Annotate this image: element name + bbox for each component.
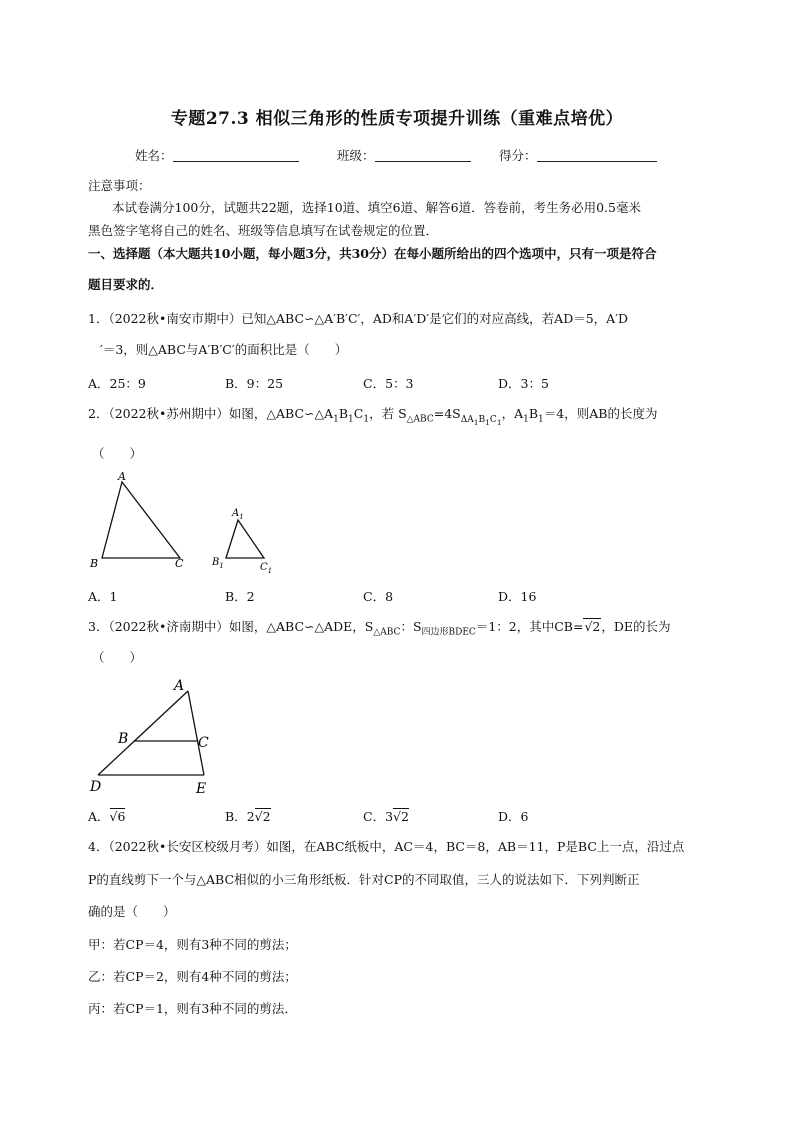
segment-ae bbox=[188, 691, 204, 775]
name-blank[interactable] bbox=[173, 149, 299, 162]
score-blank[interactable] bbox=[537, 149, 657, 162]
q4-statement-jia: 甲：若CP＝4，则有3种不同的剪法； bbox=[88, 937, 297, 952]
question-2-line1: 2．（2022秋•苏州期中）如图，$\triangle ABC∽\triangle A_1B_1C_1$，若 $S_{\triangle ABC}=4S_{\Delta A_1B_1C_1}$，$A_1B_1=4$，则AB的长度为 bbox=[88, 406, 658, 427]
question-4-line2: P的直线剪下一个与△ABC相似的小三角形纸板．针对CP的不同取值，三人的说法如下．下列判断正 bbox=[88, 872, 640, 887]
segment-ad bbox=[98, 691, 188, 775]
label-a: A bbox=[118, 470, 126, 483]
q2-option-b[interactable]: B．2 bbox=[225, 589, 255, 604]
section-heading: 一、选择题（本大题共10小题，每小题3分，共30分）在每小题所给出的四个选项中，只有一项是符合 bbox=[88, 246, 657, 261]
q1-option-b[interactable]: B．9：25 bbox=[225, 376, 284, 391]
q3-option-a[interactable]: A．√6 bbox=[88, 809, 126, 824]
class-blank[interactable] bbox=[375, 149, 471, 162]
label-a: A bbox=[174, 678, 185, 694]
score-field[interactable]: 得分： bbox=[499, 146, 657, 164]
q3-figure bbox=[84, 675, 224, 800]
question-3-line2: （ ） bbox=[92, 650, 143, 665]
question-4-line3: 确的是（ ） bbox=[88, 904, 176, 919]
triangle-a1b1c1 bbox=[226, 520, 264, 558]
q2-figure bbox=[84, 470, 284, 580]
q3-option-c[interactable]: C．3√2 bbox=[363, 809, 409, 824]
label-a1: $A_1$ bbox=[232, 508, 244, 521]
q3-option-b[interactable]: B．2√2 bbox=[225, 809, 271, 824]
question-2-line2: （ ） bbox=[92, 446, 143, 461]
question-1-line2: ′＝3，则△ABC与A′B′C′的面积比是（ ） bbox=[100, 342, 348, 357]
q1-option-c[interactable]: C．5：3 bbox=[363, 376, 414, 391]
q1-option-a[interactable]: A．25：9 bbox=[88, 376, 146, 391]
q3-option-d[interactable]: D．6 bbox=[498, 809, 529, 824]
q4-statement-yi: 乙：若CP＝2，则有4种不同的剪法； bbox=[88, 969, 297, 984]
label-c: C bbox=[198, 735, 209, 751]
notice-line1: 本试卷满分100分，试题共22题，选择10道、填空6道、解答6道．答卷前，考生务必用0.5毫米 bbox=[112, 200, 641, 215]
label-c1: $C_1$ bbox=[260, 562, 273, 575]
q4-statement-bing: 丙：若CP＝1，则有3种不同的剪法． bbox=[88, 1001, 297, 1016]
notice-line2: 黑色签字笔将自己的姓名、班级等信息填写在试卷规定的位置． bbox=[88, 223, 439, 238]
label-b: B bbox=[90, 557, 99, 570]
question-4-line1: 4．（2022秋•长安区校级月考）如图，在ABC纸板中，AC＝4，BC＝8，AB＝11，P是BC上一点，沿过点 bbox=[88, 839, 685, 854]
notice-heading: 注意事项： bbox=[88, 178, 151, 193]
page-title: 专题27.3 相似三角形的性质专项提升训练（重难点培优） bbox=[170, 109, 624, 129]
triangle-abc bbox=[102, 482, 180, 558]
section-heading-cont: 题目要求的． bbox=[88, 277, 164, 292]
q2-option-c[interactable]: C．8 bbox=[363, 589, 394, 604]
question-1-line1: 1．（2022秋•南安市期中）已知△ABC∽△A′B′C′，AD和A′D′是它们的对应高线，若AD＝5，A′D bbox=[88, 311, 629, 326]
label-b1: $B_1$ bbox=[212, 557, 224, 570]
class-field[interactable]: 班级： bbox=[337, 146, 471, 164]
name-field[interactable]: 姓名： bbox=[135, 146, 299, 164]
q2-option-a[interactable]: A．1 bbox=[88, 589, 118, 604]
label-b: B bbox=[118, 731, 129, 747]
label-c: C bbox=[175, 557, 184, 570]
q1-option-d[interactable]: D．3：5 bbox=[498, 376, 549, 391]
question-3-line1: 3．（2022秋•济南期中）如图，△ABC∽△ADE，$S_{\triangle ABC}$：$S_{四边形BDEC}=1$：2，其中CB=√2，DE的长为 bbox=[88, 619, 671, 638]
q2-option-d[interactable]: D．16 bbox=[498, 589, 537, 604]
label-e: E bbox=[196, 781, 207, 797]
label-d: D bbox=[90, 779, 102, 795]
